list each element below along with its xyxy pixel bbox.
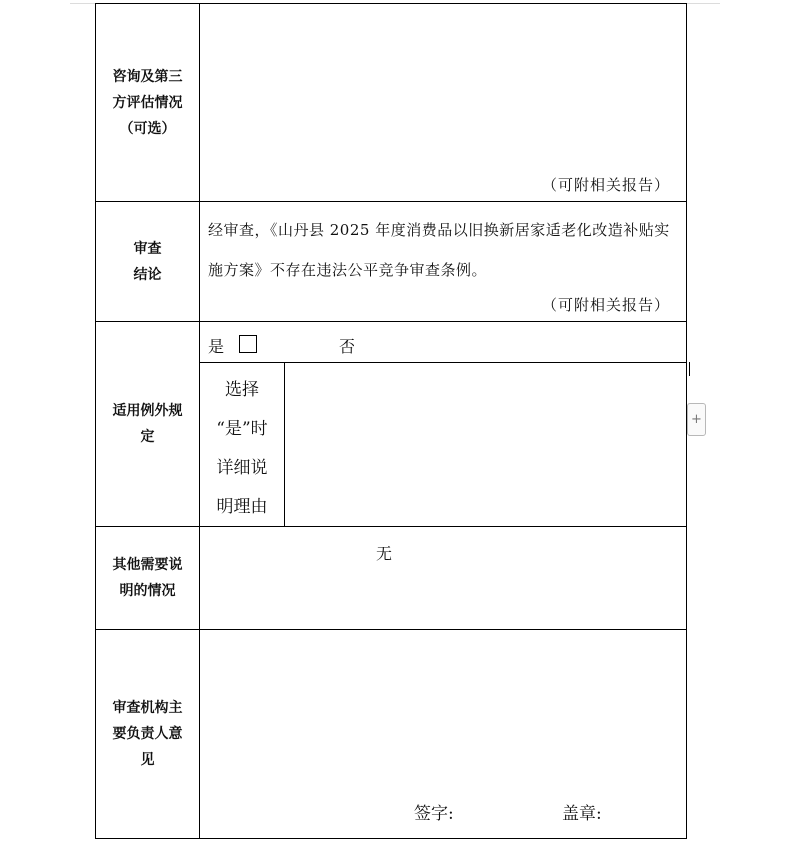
yes-no-row <box>200 322 686 363</box>
consulting-report-note: （可附相关报告） <box>541 176 670 195</box>
review-form-table <box>95 3 687 839</box>
exception-label: 适用例外规 定 <box>112 402 183 445</box>
table-row-consulting <box>96 4 687 202</box>
signature-label: 签字: <box>414 804 454 824</box>
other-value: 无 <box>376 544 393 564</box>
opinion-content-cell[interactable] <box>200 630 687 839</box>
yes-label: 是 <box>208 336 225 356</box>
table-row-exception <box>96 321 687 526</box>
table-row-conclusion <box>96 202 687 321</box>
opinion-label-cell <box>96 630 200 839</box>
conclusion-label-cell <box>96 202 200 321</box>
table-row-opinion <box>96 630 687 839</box>
add-row-button[interactable]: + <box>687 403 706 436</box>
table-row-other <box>96 527 687 630</box>
exception-content-cell <box>200 321 687 526</box>
reason-row <box>200 363 686 526</box>
conclusion-report-note: （可附相关报告） <box>541 295 670 314</box>
other-label-cell <box>96 527 200 630</box>
conclusion-label: 审查 结论 <box>133 240 162 283</box>
seal-label: 盖章: <box>562 804 602 824</box>
reason-label: 选择 “是”时 详细说 明理由 <box>200 363 285 526</box>
consulting-label-cell <box>96 4 200 202</box>
consulting-label: 咨询及第三 方评估情况 （可选） <box>112 68 183 137</box>
other-label: 其他需要说 明的情况 <box>112 557 183 600</box>
other-content-cell[interactable] <box>200 527 687 630</box>
no-label: 否 <box>339 336 356 356</box>
text-cursor <box>689 362 690 376</box>
yes-checkbox[interactable] <box>239 335 257 353</box>
exception-label-cell <box>96 321 200 526</box>
conclusion-content-cell[interactable] <box>200 202 687 321</box>
consulting-content-cell[interactable] <box>200 4 687 202</box>
conclusion-text: 经审查，《山丹县 2025 年度消费品以旧换新居家适老化改造补贴实施方案》不存在违法公平竞争审查条例。 <box>208 221 670 280</box>
opinion-label: 审查机构主 要负责人意 见 <box>112 700 183 769</box>
